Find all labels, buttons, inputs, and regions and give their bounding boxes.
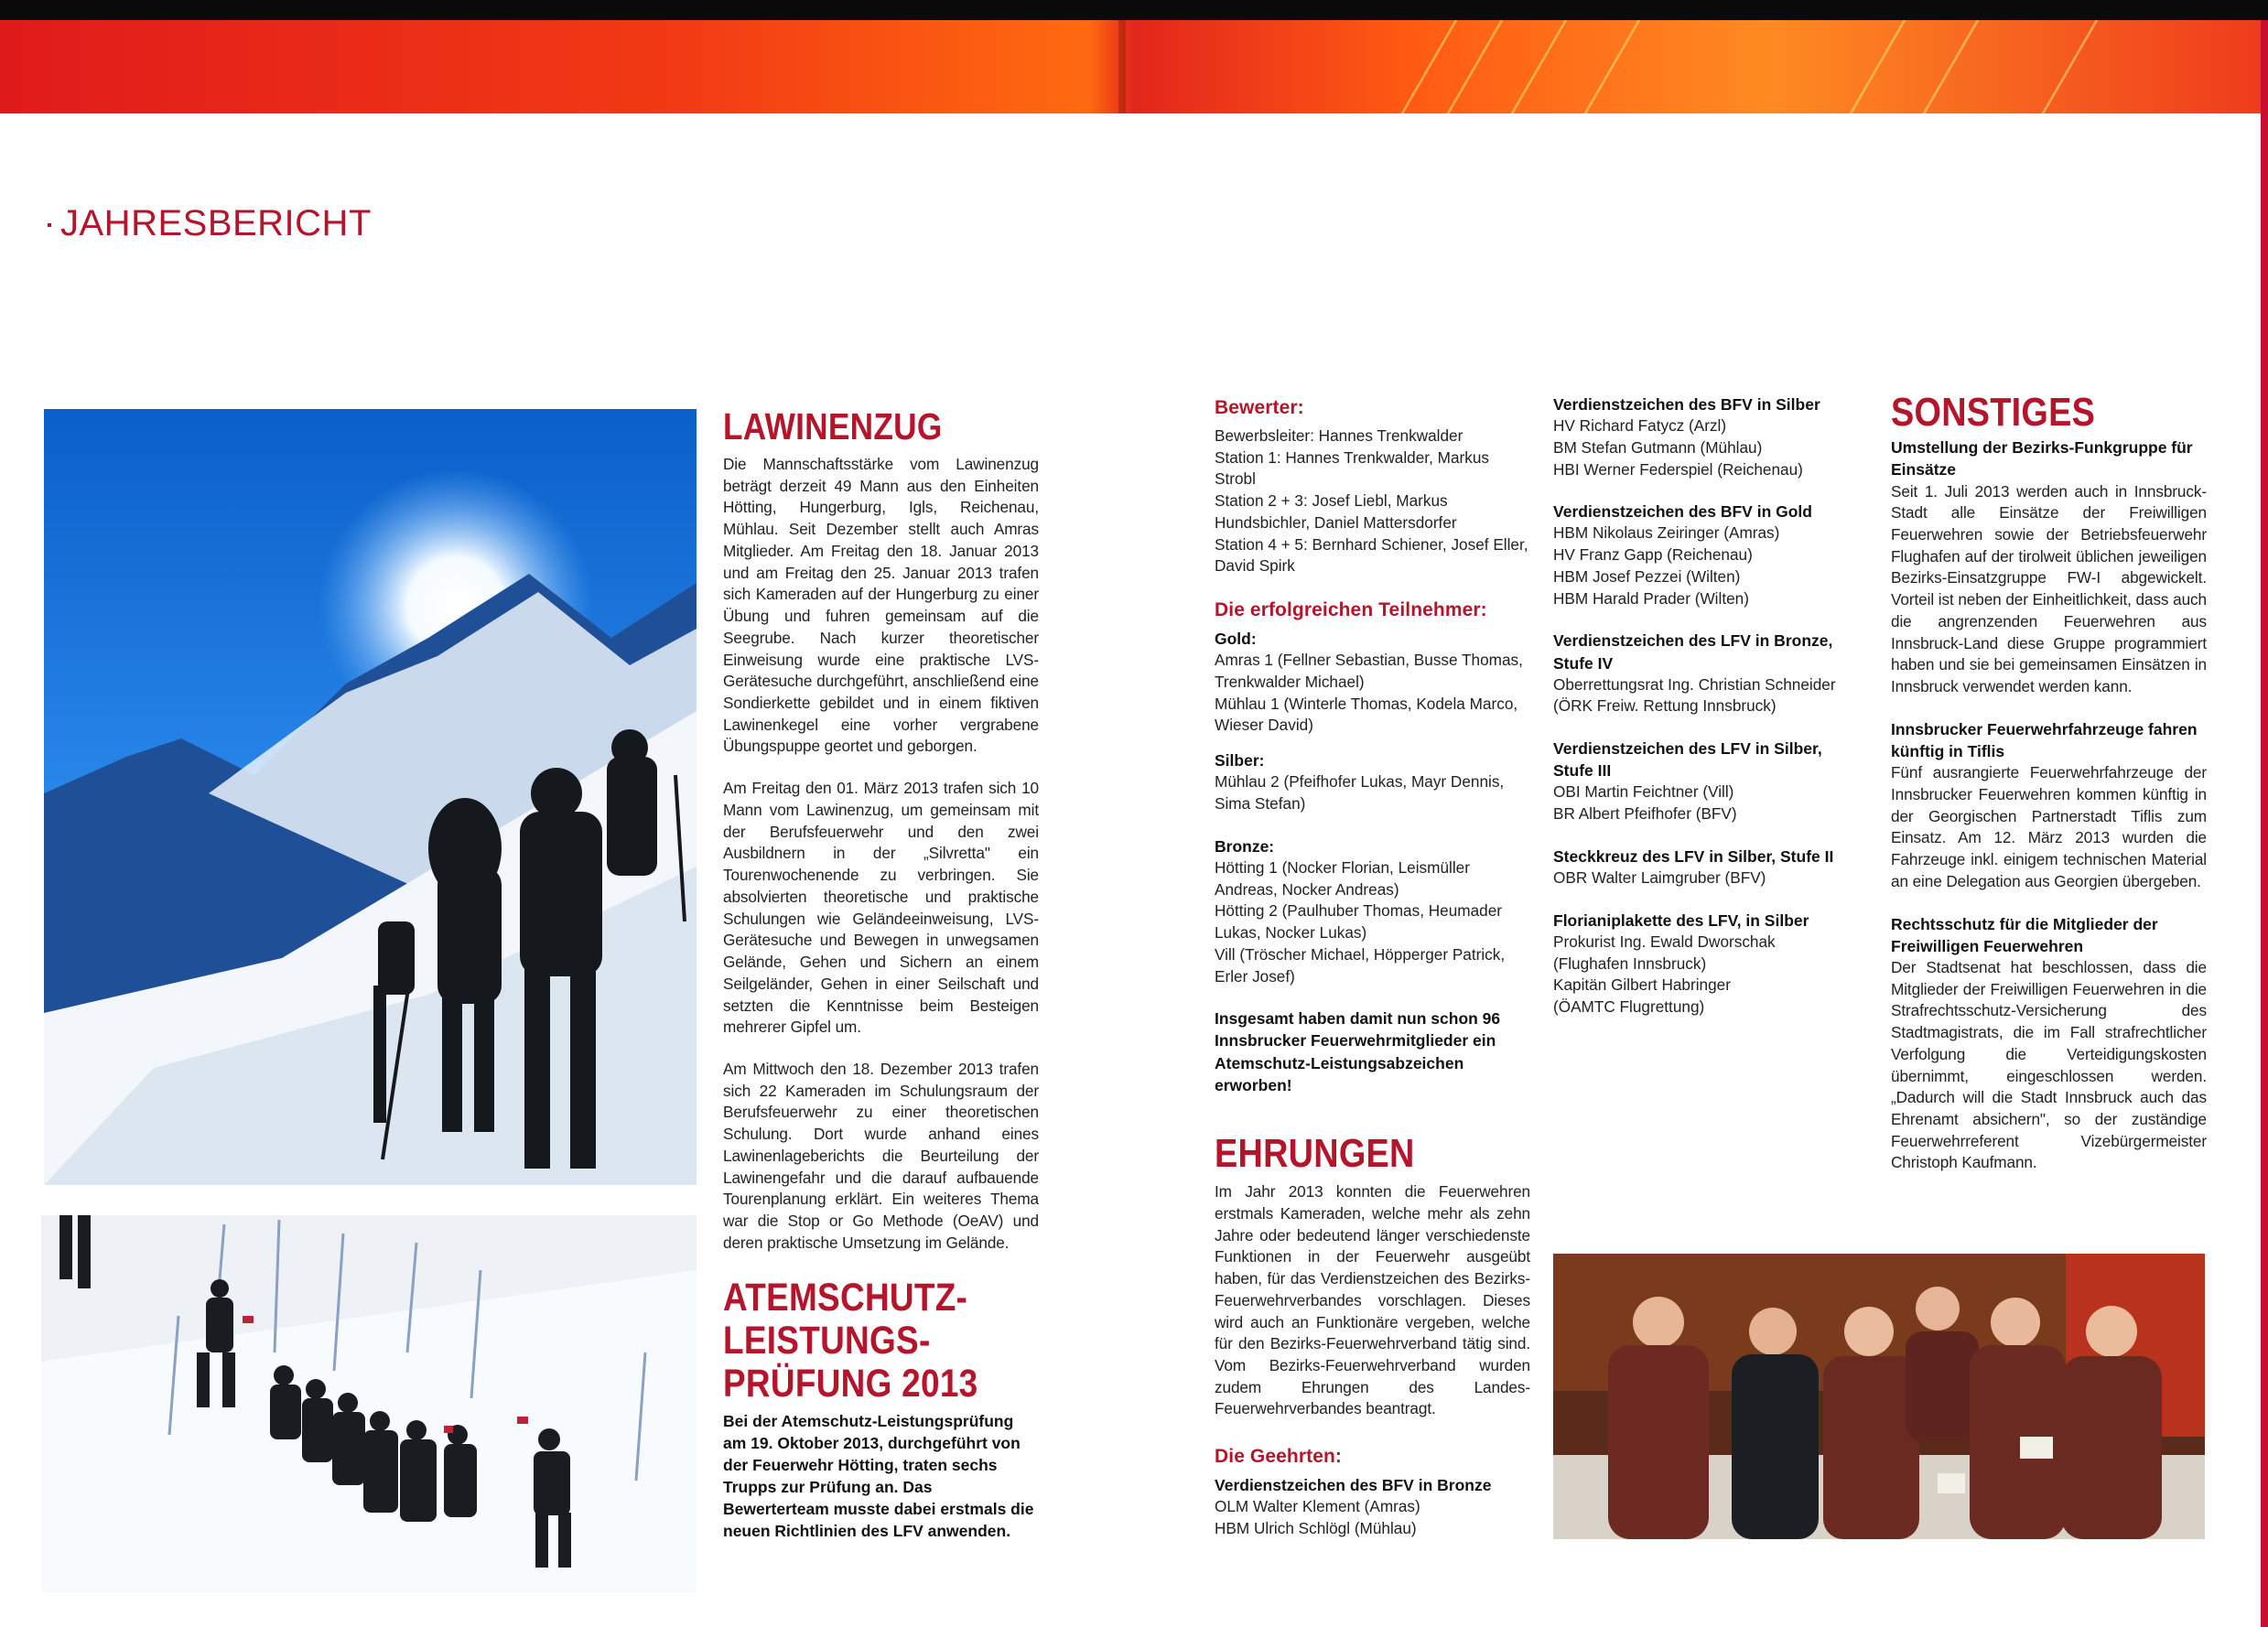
news-item: Umstellung der Bezirks-Funkgruppe für Einsätze Seit 1. Juli 2013 werden auch in Innsbruck-Stadt alle Einsätze der Freiwilligen Feuerwehren sowie der Betriebsfeuerwehr Flughafen auf der tirolweit üblichen jeweiligen Bezirks-Einsatzgruppe FW-I abgewickelt. Vorteil ist neben der Einheitlichkeit, dass auch die angrenzenden Feuerwehren aus Innsbruck-Land diese Gruppe programmiert haben und sie bei gemeinsamen Einsätzen in Innsbruck verwendet werden kann. xyxy=(1891,438,2207,696)
paragraph: Im Jahr 2013 konnten die Feuerwehren erstmals Kameraden, welche mehr als zehn Jahre oder bedeutend länger verschiedenste Funktionen in der Feuerwehr ausgeübt haben, für das Verdienstzeichen des Bezirks-Feuerwehrverbandes vorschlagen. Dieses wird auch an Funktionäre vergeben, welche für den Bezirks-Feuerwehrverband tätig sind. Vom Bezirks-Feuerwehrverband wurden zudem Ehrungen des Landes-Feuerwehrverbandes beantragt. xyxy=(1215,1182,1530,1418)
photo-honorees xyxy=(1553,1254,2205,1539)
summary-text: Insgesamt haben damit nun schon 96 Innsbrucker Feuerwehrmitglieder ein Atemschutz-Leistungsabzeichen erworben! xyxy=(1215,1009,1501,1094)
page-fold xyxy=(1118,20,1126,113)
award-group: Verdienstzeichen des BFV in Gold HBM Nikolaus Zeiringer (Amras) HV Franz Gapp (Reichenau) HBM Josef Pezzei (Wilten) HBM Harald Prader (Wilten) xyxy=(1553,502,1812,608)
award-group: Steckkreuz des LFV in Silber, Stufe II OBR Walter Laimgruber (BFV) xyxy=(1553,846,1834,888)
heading-ehrungen: EHRUNGEN xyxy=(1215,1130,1415,1176)
scan-border xyxy=(0,0,2268,20)
photo-avalanche-exercise xyxy=(41,1215,697,1592)
heading-atemschutz: ATEMSCHUTZ- LEISTUNGS- PRÜFUNG 2013 xyxy=(723,1275,978,1406)
heading-sonstiges: SONSTIGES xyxy=(1891,390,2096,435)
award-group: Verdienstzeichen des LFV in Silber, Stufe III OBI Martin Feichtner (Vill) BR Albert Pfeifhofer (BFV) xyxy=(1553,739,1822,824)
news-item: Innsbrucker Feuerwehrfahrzeuge fahren künftig in Tiflis Fünf ausrangierte Feuerwehrfahrzeuge der Innsbrucker Feuerwehren kommen künftig in der Georgischen Partnerstadt Tiflis zum Einsatz. Am 12. März 2013 wurden die Fahrzeuge inkl. einigem technischen Material an eine Delegation aus Georgien übergeben. xyxy=(1891,719,2207,890)
paragraph: Die Mannschaftsstärke vom Lawinenzug beträgt derzeit 49 Mann aus den Einheiten Hötting, Hungerburg, Igls, Reichenau, Mühlau. Seit Dezember stellt auch Amras Mitglieder. Am Freitag den 18. Januar 2013 und am Freitag den 25. Januar 2013 trafen sich Kameraden auf der Hungerburg zu einer Übung und fuhren gemeinsam auf die Seegrube. Nach kurzer theoretischer Einweisung wurde eine praktische LVS-Gerätesuche durchgeführt, anschließend eine Sondierkette gebildet und in einem fiktiven Lawinenkegel eine vorher vergrabene Übungspuppe geortet und geborgen. xyxy=(723,454,1039,756)
section-label: JAHRESBERICHT xyxy=(48,203,372,244)
header-banner xyxy=(0,20,2268,113)
award-group: Verdienstzeichen des LFV in Bronze, Stufe IV Oberrettungsrat Ing. Christian Schneider (ÖRK Freiw. Rettung Innsbruck) xyxy=(1553,631,1836,716)
photo-mountaineers xyxy=(44,409,697,1185)
column-sonstiges xyxy=(1891,390,2207,1194)
column-auszeichnungen xyxy=(1553,393,1855,1039)
lead-paragraph: Bei der Atemschutz-Leistungsprüfung am 19. Oktober 2013, durchgeführt von der Feuerwehr Hötting, traten sechs Trupps zur Prüfung an. Das Bewerterteam musste dabei erstmals die neuen Richtlinien des LFV anwenden. xyxy=(723,1411,1034,1541)
column-lawinenzug xyxy=(723,406,1039,1542)
column-bewerter: Bewerter: Bewerbsleiter: Hannes Trenkwalder Station 1: Hannes Trenkwalder, Markus Strobl Station 2 + 3: Josef Liebl, Markus Hundsbichler, Daniel Mattersdorfer Station 4 + 5: Bernhard Schiener, Josef Eller, David Spirk Die erfolgreichen Teilnehmer: Gold: Amras 1 (Fellner Sebastian, Busse Thomas, Trenkwalder Michael) Mühlau 1 (Winterle Thomas, Kodela Marco, Wieser David) Silber: Mühlau 2 (Pfeifhofer Lukas, Mayr Dennis, Sima Stefan) Bronze: Hötting 1 (Nocker Florian, Leismüller Andreas, Nocker Andreas) Hötting 2 (Paulhuber Thomas, Heumader Lukas, Nocker Lukas) Vill (Tröscher Michael, Höpperger Patrick, Erler Josef) Insgesamt haben damit nun schon 96 Innsbrucker Feuerwehrmitglieder ein Atemschutz-Leistungsabzeichen erworben! EHRUNGEN Im Jahr 2013 konnten die Feuerwehren erstmals Kameraden, welche mehr als zehn Jahre oder bedeutend länger verschiedenste Funktionen in der Feuerwehr ausgeübt haben, für das Verdienstzeichen des Bezirks-Feuerwehrverbandes vorschlagen. Dieses wird auch an Funktionäre vergeben, welche für den Bezirks-Feuerwehrverband tätig sind. Vom Bezirks-Feuerwehrverband wurden zudem Ehrungen des Landes-Feuerwehrverbandes beantragt. Die Geehrten: Verdienstzeichen des BFV in Bronze OLM Walter Klement (Amras) HBM Ulrich Schlögl (Mühlau) xyxy=(1215,397,1530,1538)
page-edge xyxy=(2261,20,2268,1627)
paragraph: Am Freitag den 01. März 2013 trafen sich 10 Mann vom Lawinenzug, um gemeinsam mit der Berufsfeuerwehr und den zwei Ausbildnern in der „Silvretta" ein Tourenwochenende zu verbringen. Sie absolvierten theoretische und praktische Schulungen wie Geländeeinweisung, LVS-Gerätesuche und Bewegen in unwegsamen Gelände, Gehen und Sichern an einem Seilgeländer, Gehen in einer Seilschaft und setzten die Kenntnisse beim Besteigen mehrerer Gipfel um. xyxy=(723,779,1039,1037)
award-group: Verdienstzeichen des BFV in Silber HV Richard Fatycz (Arzl) BM Stefan Gutmann (Mühlau) HBI Werner Federspiel (Reichenau) xyxy=(1553,395,1820,479)
news-item: Rechtsschutz für die Mitglieder der Freiwilligen Feuerwehren Der Stadtsenat hat beschlossen, dass die Mitglieder der Freiwilligen Feuerwehren in die Strafrechtsschutz-Versicherung des Stadtmagistrats, die im Fall strafrechtlicher Verfolgung die Verteidigungskosten übernimmt, eingeschlossen werden. „Dadurch will die Stadt Innsbruck auch das Ehrenamt absichern", so der zuständige Feuerwehrreferent Vizebürgermeister Christoph Kaufmann. xyxy=(1891,914,2207,1172)
heading-teilnehmer: Die erfolgreichen Teilnehmer: xyxy=(1215,599,1487,621)
heading-bewerter: Bewerter: xyxy=(1215,397,1304,418)
heading-geehrten: Die Geehrten: xyxy=(1215,1446,1342,1468)
heading-lawinenzug: LAWINENZUG xyxy=(723,405,943,447)
award-group: Florianiplakette des LFV, in Silber Prokurist Ing. Ewald Dworschak (Flughafen Innsbruck) Kapitän Gilbert Habringer (ÖAMTC Flugrettung) xyxy=(1553,910,1809,1017)
paragraph: Am Mittwoch den 18. Dezember 2013 trafen sich 22 Kameraden im Schulungsraum der Berufsfeuerwehr zu einer theoretischen Schulung. Dort wurde anhand eines Lawinenlageberichts die Beurteilung der Lawinengefahr und die darauf aufbauende Tourenplanung erklärt. Ein weiteres Thema war die Stop or Go Methode (OeAV) und deren praktische Umsetzung im Gelände. xyxy=(723,1060,1039,1252)
